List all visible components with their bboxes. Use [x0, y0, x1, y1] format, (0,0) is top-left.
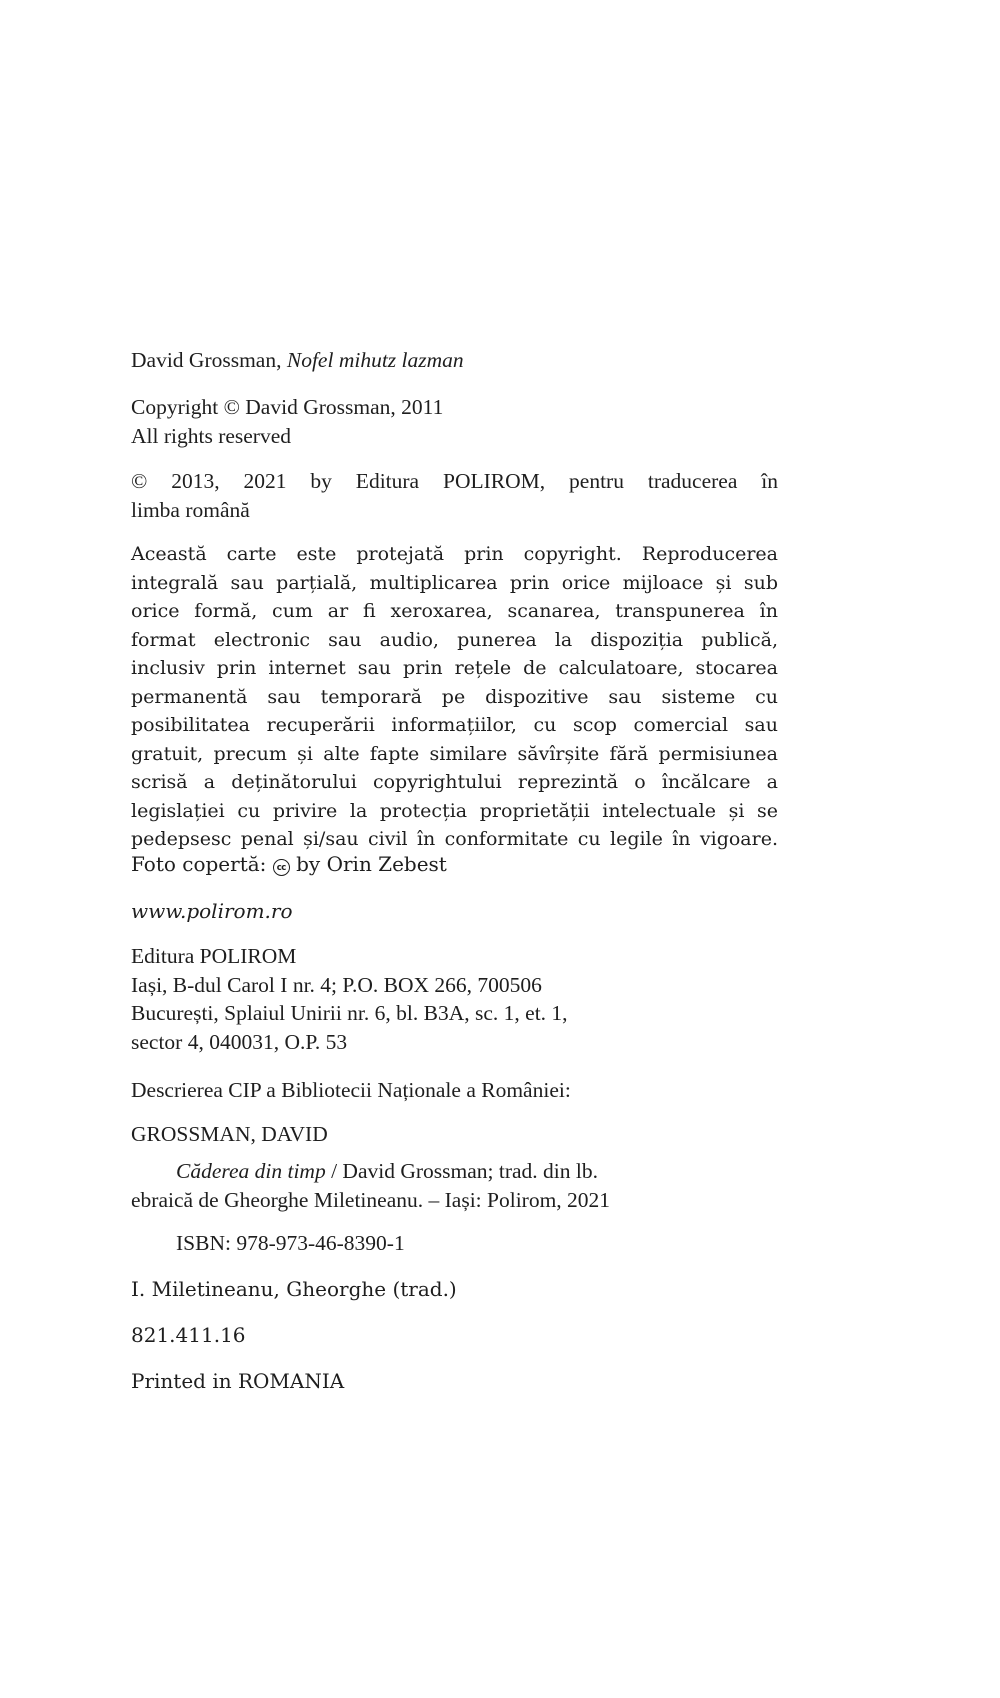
classification-block [131, 1321, 778, 1350]
legal-notice-line: Această carte este protejată prin copyright. Reproducerea [131, 543, 778, 565]
translator-block [131, 1275, 778, 1304]
website-block [131, 897, 778, 926]
publisher-address-line: sector 4, 040031, O.P. 53 [131, 1029, 348, 1054]
translated-title: Căderea din timp [176, 1159, 326, 1183]
author-name: David Grossman, [131, 348, 282, 372]
cip-author: GROSSMAN, DAVID [131, 1122, 328, 1146]
original-title-block [131, 346, 778, 375]
cover-photo-credit-text: by Orin Zebest [296, 852, 447, 876]
publisher-name: Editura POLIROM [131, 944, 297, 968]
legal-notice-line: format electronic sau audio, punerea la dispoziția publică, [131, 628, 778, 651]
website-link[interactable]: www.polirom.ro [131, 899, 293, 923]
legal-notice [131, 540, 778, 854]
cip-entry-text: / David Grossman; trad. din lb. [325, 1159, 599, 1183]
rights-reserved-line: All rights reserved [131, 423, 292, 448]
legal-notice-line: legislației cu privire la protecția proprietății intelectuale și se [131, 799, 778, 822]
original-title-line [131, 346, 778, 375]
publisher-address [131, 942, 778, 1056]
cip-entry [131, 1157, 778, 1214]
legal-notice-line: orice formă, cum ar fi xeroxarea, scanarea, transpunerea în [131, 600, 778, 622]
isbn: ISBN: 978-973-46-8390-1 [176, 1231, 405, 1255]
copyright-line: Copyright © David Grossman, 2011 [131, 395, 444, 419]
cip-heading-block [131, 1076, 778, 1105]
publisher-address-line: Iași, B-dul Carol I nr. 4; P.O. BOX 266, 700506 [131, 972, 542, 997]
printed-in: Printed in ROMANIA [131, 1369, 345, 1393]
legal-notice-line: inclusiv prin internet sau prin rețele de calculatoare, stocarea [131, 657, 778, 679]
translation-rights-line: limba română [131, 497, 250, 522]
translation-rights-line: © 2013, 2021 by Editura POLIROM, pentru traducerea în [131, 469, 778, 493]
publisher-address-line: București, Splaiul Unirii nr. 6, bl. B3A, sc. 1, et. 1, [131, 1001, 568, 1025]
legal-notice-line: pedepsesc penal și/sau civil în conformitate cu legile în vigoare. [131, 828, 778, 850]
isbn-block [131, 1229, 778, 1258]
cip-entry-text: ebraică de Gheorghe Miletineanu. – Iași: Polirom, 2021 [131, 1187, 611, 1212]
printed-in-block [131, 1367, 778, 1396]
copyright-block [131, 393, 778, 450]
translator-entry: I. Miletineanu, Gheorghe (trad.) [131, 1277, 457, 1301]
legal-notice-line: posibilitatea recuperării informațiilor, cu scop comercial sau [131, 714, 778, 736]
legal-notice-line: gratuit, precum și alte fapte similare săvîrșite fără permisiunea [131, 742, 778, 765]
cover-photo-credit [131, 850, 778, 879]
cip-author-block [131, 1120, 778, 1149]
legal-notice-line: integrală sau parțială, multiplicarea prin orice mijloace și sub [131, 571, 778, 594]
original-title: Nofel mihutz lazman [286, 348, 464, 372]
legal-notice-line: permanentă sau temporară pe dispozitive sau sisteme cu [131, 685, 778, 708]
legal-notice-line: scrisă a deținătorului copyrightului reprezintă o încălcare a [131, 771, 778, 793]
classification-number: 821.411.16 [131, 1323, 246, 1347]
creative-commons-icon: cc [273, 859, 290, 876]
translation-rights-block [131, 467, 778, 524]
cover-photo-label: Foto copertă: [131, 852, 267, 876]
cip-heading: Descrierea CIP a Bibliotecii Naționale a României: [131, 1078, 571, 1102]
